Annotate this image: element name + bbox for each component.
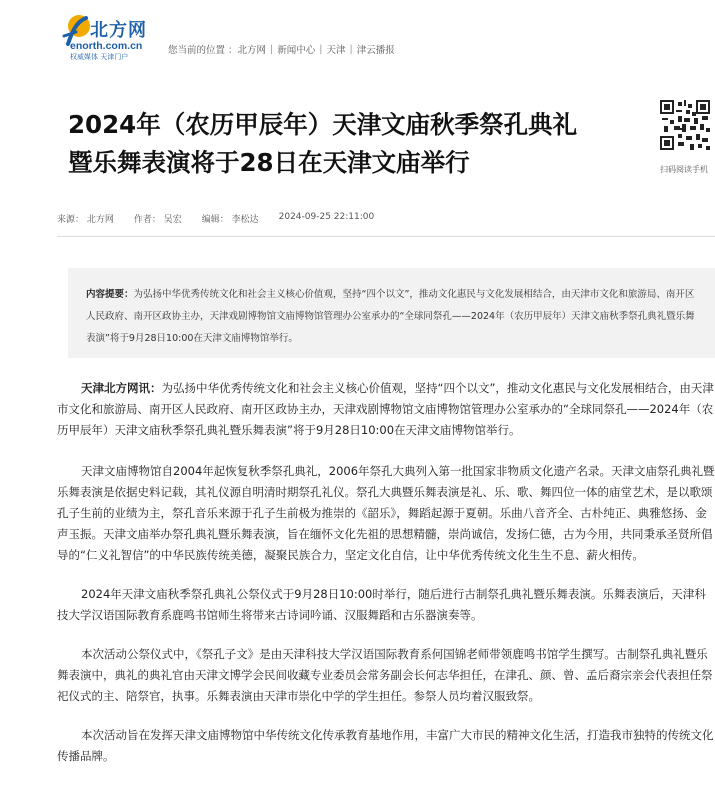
article-paragraph: 天津文庙博物馆自2004年起恢复秋季祭孔典礼，2006年祭孔大典列入第一批国家非物质文化遗产名录。天津文庙祭孔典礼暨乐舞表演是依据史料记载，其礼仪源自明清时期祭孔礼仪。祭孔大典暨乐舞表演是礼、乐、歌、舞四位一体的庙堂艺术，是以歌颂孔子生前的业绩为主，祭孔音乐来源于孔子生前极为推崇的《韶乐》，舞蹈起源于夏朝。乐曲八音齐全、古朴纯正、典雅悠扬、金声玉振。天津文庙举办祭孔典礼暨乐舞表演，旨在缅怀文化先祖的思想精髓，崇尚诚信，发扬仁德，古为今用，共同秉承圣贤所倡导的“仁义礼智信”的中华民族传统美德，凝聚民族合力，坚定文化自信，让中华优秀传统文化生生不息、薪火相传。	[57, 464, 715, 562]
summary-label: 内容提要：	[86, 289, 134, 300]
article-paragraph: 本次活动旨在发挥天津文庙博物馆中华传统文化传承教育基地作用，丰富广大市民的精神文化生活，打造我市独特的传统文化传播品牌。	[57, 728, 714, 763]
article-paragraph: 2024年天津文庙秋季祭孔典礼公祭仪式于9月28日10:00时举行，随后进行古制祭孔典礼暨乐舞表演。乐舞表演后，天津科技大学汉语国际教育系鹿鸣书馆师生将带来古诗词吟诵、汉服舞蹈和古乐器演奏等。	[57, 587, 706, 622]
article-summary	[68, 268, 715, 358]
meta-divider	[57, 236, 715, 237]
qr-caption: 扫码阅读手机	[660, 165, 708, 174]
article-meta	[57, 212, 394, 225]
breadcrumb-separator: |	[349, 43, 353, 55]
logo-domain: enorth.com.cn	[70, 40, 143, 52]
qr-code-block	[660, 100, 715, 172]
lead-text: 为弘扬中华优秀传统文化和社会主义核心价值观，坚持“四个以文”，推动文化惠民与文化发展相结合，由天津市文化和旅游局、南开区人民政府、南开区政协主办，天津戏剧博物馆文庙博物馆管理办公室承办的“全球同祭孔——2024年（农历甲辰年）天津文庙秋季祭孔典礼暨乐舞表演”将于9月28日10:00在天津文庙博物馆举行。	[57, 381, 714, 437]
breadcrumb-item-tianjin[interactable]: 天津	[326, 45, 346, 56]
article-paragraph: 本次活动公祭仪式中，《祭孔子文》是由天津科技大学汉语国际教育系何国锦老师带领鹿鸣书馆学生撰写。古制祭孔典礼暨乐舞表演中，典礼的典礼官由天津文博学会民间收藏专业委员会常务副会长何志华担任，在津孔、颜、曾、孟后裔宗亲会代表担任祭祀仪式的主、陪祭官，执事。乐舞表演由天津市崇化中学的学生担任。参祭人员均着汉服致祭。	[57, 647, 713, 703]
meta-editor: 编辑： 李松达	[201, 215, 259, 225]
breadcrumb-item-home[interactable]: 北方网	[237, 45, 267, 56]
article-body	[57, 378, 715, 785]
meta-source: 来源： 北方网	[57, 215, 114, 225]
article-title-line2: 暨乐舞表演将于28日在天津文庙举行	[68, 148, 470, 177]
breadcrumb	[168, 42, 395, 56]
breadcrumb-separator: |	[319, 43, 323, 55]
article-title	[68, 106, 638, 182]
site-logo[interactable]	[60, 14, 160, 62]
logo-text: 北方网	[90, 20, 147, 41]
meta-datetime: 2024-09-25 22:11:00	[278, 212, 375, 222]
article-lead-paragraph	[57, 378, 715, 441]
breadcrumb-prefix: 您当前的位置 ：	[168, 45, 238, 56]
site-header	[0, 0, 715, 70]
article-title-line1: 2024年（农历甲辰年）天津文庙秋季祭孔典礼	[68, 110, 578, 139]
summary-text: 为弘扬中华优秀传统文化和社会主义核心价值观，坚持“四个以文”，推动文化惠民与文化发展相结合，由天津市文化和旅游局、南开区人民政府、南开区政协主办，天津戏剧博物馆文庙博物馆管理办公室承办的“全球同祭孔——2024年（农历甲辰年）天津文庙秋季祭孔典礼暨乐舞表演”将于9月28日10:00在天津文庙博物馆举行。	[86, 289, 695, 344]
lead-label: 天津北方网讯：	[81, 381, 162, 395]
breadcrumb-separator: |	[270, 43, 274, 55]
logo-slogan: 权威媒体 天津门户	[70, 53, 129, 61]
qr-code-icon[interactable]	[660, 100, 710, 150]
breadcrumb-item-broadcast[interactable]: 津云播报	[356, 45, 395, 56]
meta-author: 作者： 吴宏	[133, 215, 182, 225]
breadcrumb-item-news[interactable]: 新闻中心	[277, 45, 316, 56]
